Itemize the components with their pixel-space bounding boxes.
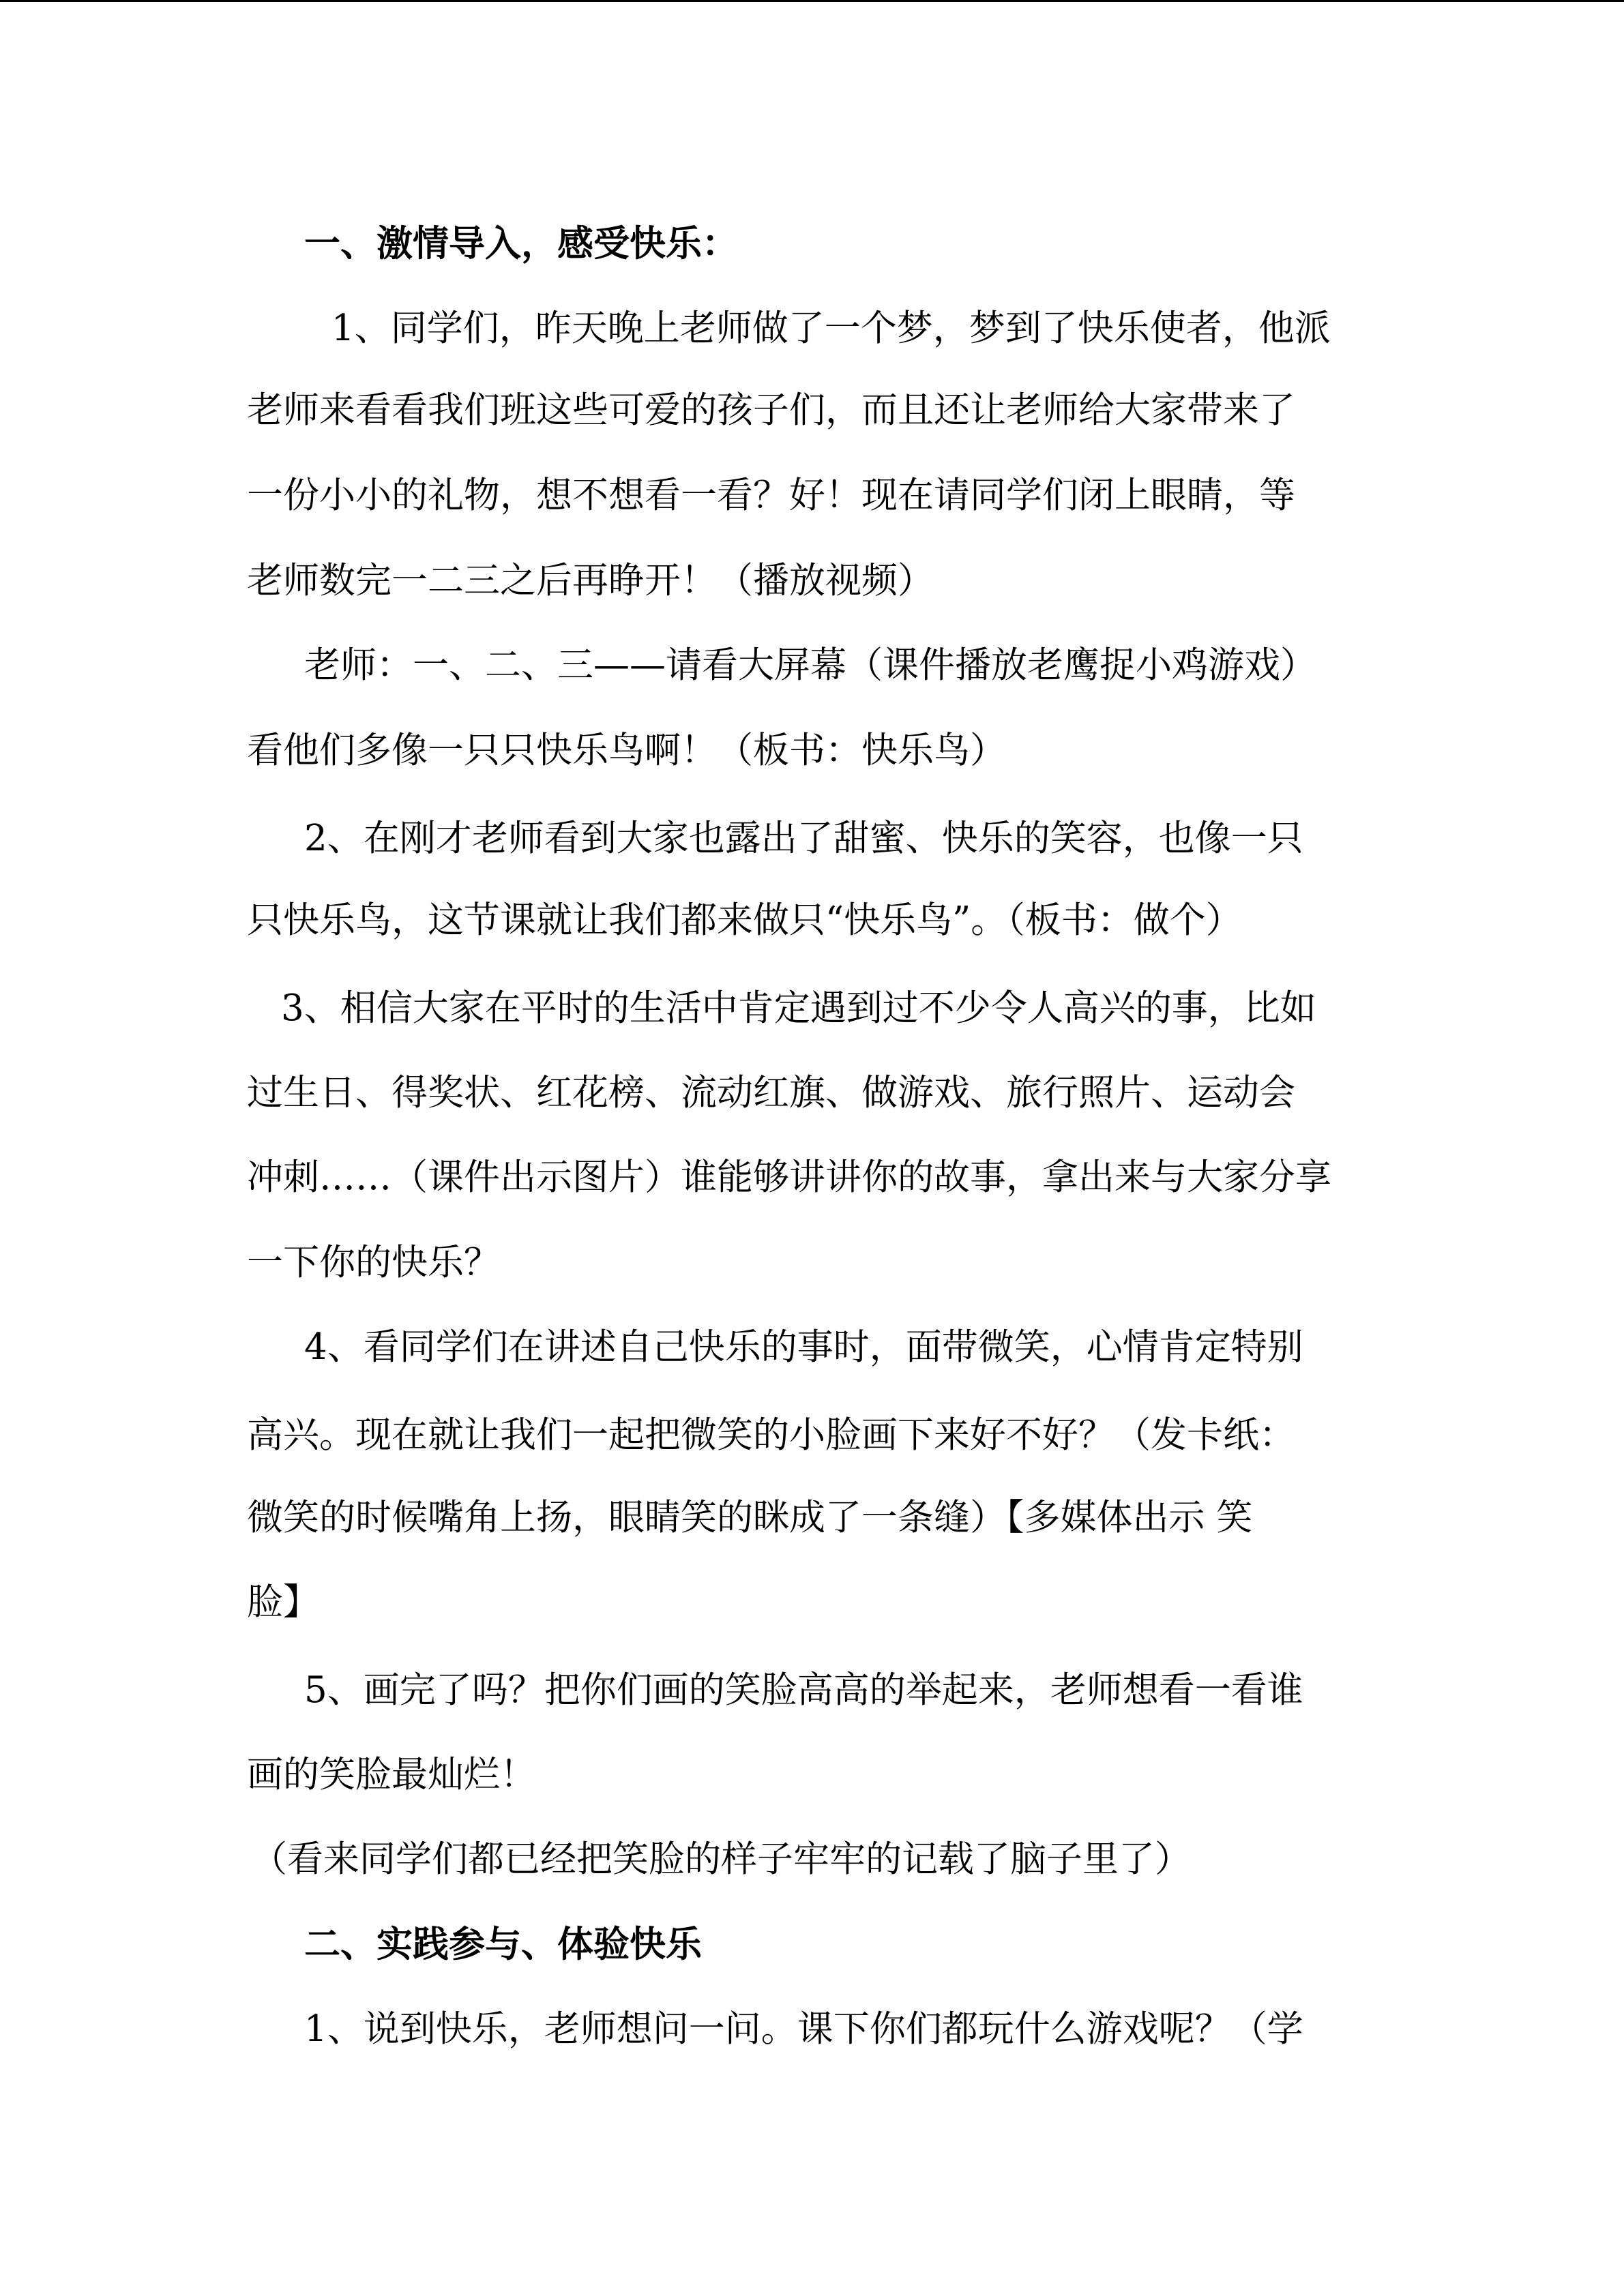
paragraph-line: 2、在刚才老师看到大家也露出了甜蜜、快乐的笑容，也像一只 [304, 818, 1303, 859]
paragraph-line: 看他们多像一只只快乐鸟啊！（板书：快乐鸟） [247, 730, 1006, 771]
paragraph-line: 老师数完一二三之后再睁开！（播放视频） [247, 560, 934, 601]
section-heading-1: 一、激情导入，感受快乐： [304, 223, 738, 265]
paragraph-line: 1、说到快乐，老师想问一问。课下你们都玩什么游戏呢？（学 [304, 2008, 1303, 2050]
paragraph-line: 微笑的时候嘴角上扬，眼睛笑的眯成了一条缝）【多媒体出示 笑 [247, 1497, 1253, 1538]
paragraph-line: 1、同学们，昨天晚上老师做了一个梦，梦到了快乐使者，他派 [331, 308, 1331, 349]
paragraph-line: 3、相信大家在平时的生活中肯定遇到过不少令人高兴的事，比如 [281, 987, 1316, 1029]
paragraph-line: 一份小小的礼物，想不想看一看？好！现在请同学们闭上眼睛，等 [247, 475, 1295, 516]
paragraph-line: 老师：一、二、三——请看大屏幕（课件播放老鹰捉小鸡游戏） [304, 644, 1316, 686]
paragraph-line: 高兴。现在就让我们一起把微笑的小脸画下来好不好？（发卡纸： [247, 1414, 1295, 1456]
paragraph-line: 冲刺……（课件出示图片）谁能够讲讲你的故事，拿出来与大家分享 [247, 1157, 1331, 1198]
paragraph-line: 脸】 [247, 1581, 319, 1623]
paragraph-line: 5、画完了吗？把你们画的笑脸高高的举起来，老师想看一看谁 [304, 1669, 1303, 1711]
paragraph-line: 只快乐鸟，这节课就让我们都来做只“快乐鸟”。（板书：做个） [247, 899, 1242, 941]
paragraph-line: 老师来看看我们班这些可爱的孩子们，而且还让老师给大家带来了 [247, 389, 1295, 431]
paragraph-line: 过生日、得奖状、红花榜、流动红旗、做游戏、旅行照片、运动会 [247, 1072, 1295, 1114]
paragraph-line: 画的笑脸最灿烂！ [247, 1754, 536, 1795]
paragraph-line: 4、看同学们在讲述自己快乐的事时，面带微笑，心情肯定特别 [304, 1326, 1303, 1368]
section-heading-2: 二、实践参与、体验快乐 [304, 1924, 702, 1965]
paragraph-line: 一下你的快乐？ [247, 1242, 500, 1283]
paragraph-line: （看来同学们都已经把笑脸的样子牢牢的记载了脑子里了） [251, 1838, 1191, 1880]
